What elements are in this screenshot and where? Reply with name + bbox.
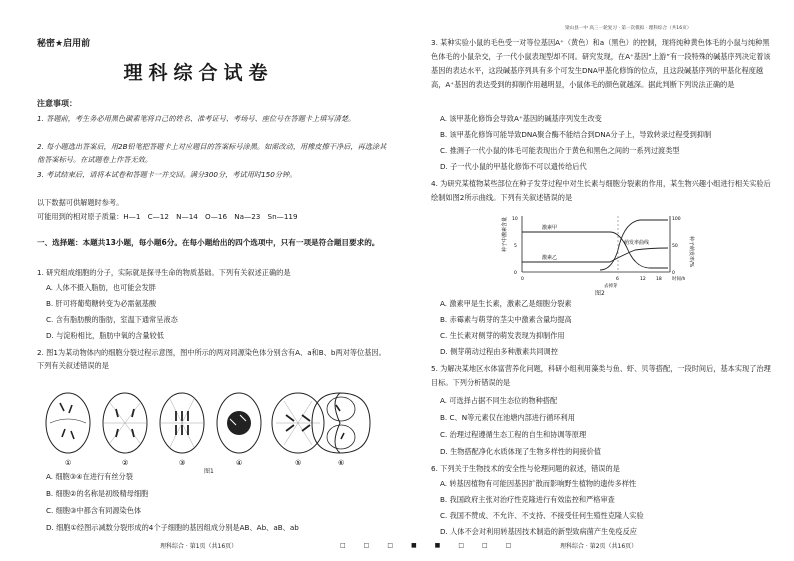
question-2-stem: 2. 图1为某动物体内的细胞分裂过程示意图，图中所示的两对同源染色体分别含有A、a和B、b两对等位基因。下列有关叙述错误的是: [37, 348, 386, 370]
curve-label-a: 激素甲: [542, 225, 558, 231]
right-tick-1: 50: [672, 244, 678, 249]
cell-label-2: ②: [122, 459, 129, 467]
note-1: 1. 答题前，考生务必用黑色碳素笔将自己的姓名、准考证号、考场号、座位号在答题卡上填写清楚。: [37, 114, 356, 123]
question-3-option-c: C. 推测子一代小鼠的体毛可能表现出介于黄色和黑色之间的一系列过渡类型: [440, 146, 680, 155]
question-1-option-b: B. 肝可将葡萄糖转变为必需氨基酸: [46, 299, 157, 308]
question-2-option-b: B. 细胞②的名称是初级精母细胞: [46, 489, 149, 498]
question-6-option-c: C. 我国不赞成、不允许、不支持、不接受任何生殖性克隆人实验: [440, 511, 644, 520]
figure-2-hormone-chart: [500, 210, 700, 290]
cell-label-5: ⑤: [295, 459, 302, 467]
question-3-option-b: B. 该甲基化修饰可能导致DNA聚合酶不能结合到DNA分子上，导致转录过程受到抑制: [440, 130, 712, 139]
question-5-option-b: B. C、N等元素仅在池塘内部进行循环利用: [440, 413, 575, 422]
cell-4: [217, 393, 261, 453]
curve-label-b: 激素乙: [542, 255, 558, 261]
section-heading: 一、选择题：本题共13小题，每小题6分。在每小题给出的四个选项中，只有一项是符合题目要求的。: [37, 238, 380, 247]
question-6-option-a: A. 转基因植物有可能因基因扩散而影响野生植物的遗传多样性: [440, 479, 637, 488]
question-4-option-b: B. 赤霉素与萌芽的茎尖中激素含量均提高: [440, 315, 572, 324]
question-5-stem: 5. 为解决某地区水体富营养化问题，科研小组利用藻类与鱼、虾、贝等搭配，一段时间后，基本实现了治理目标。下列分析错误的是: [431, 364, 771, 387]
x-annotation: 去掉芽: [604, 284, 618, 289]
x-axis-unit: 时间/h: [672, 277, 686, 282]
question-2-option-a: A. 细胞③④在进行有丝分裂: [46, 472, 133, 481]
right-tick-0: 0: [672, 271, 675, 276]
question-2-option-d: D. 细胞①经图示减数分裂形成的4个子细胞的基因组成分别是AB、Ab、aB、ab: [46, 523, 299, 532]
cell-label-1: ①: [65, 459, 72, 467]
x-tick-3: 18: [656, 277, 662, 282]
curve-label-germination: 萌发率曲线: [624, 240, 650, 246]
right-axis-label: 种子萌发率/%: [688, 236, 694, 268]
cell-label-6: ⑥: [338, 459, 345, 467]
question-1-option-a: A. 人体不摄入脂肪，也可能会发胖: [46, 283, 156, 292]
curve-hormone-a: [522, 232, 668, 268]
question-4-option-a: A. 激素甲是生长素，激素乙是细胞分裂素: [440, 299, 572, 308]
figure-1-cell-division: [40, 385, 385, 467]
secret-label: 秘密★启用前: [37, 39, 91, 49]
x-tick-1: 6: [616, 277, 619, 282]
cell-2: [103, 393, 147, 453]
question-1-option-c: C. 含有脂肪酸的脂肪，室温下通常呈液态: [46, 315, 178, 324]
cell-1: [46, 393, 90, 453]
left-axis-label: 种子中激素含量: [502, 216, 508, 252]
x-tick-0: 0: [521, 277, 524, 282]
reference-data-intro: 以下数据可供解题时参考。: [37, 198, 124, 207]
note-3: 3. 考试结束后，请将本试卷和答题卡一并交回。满分300分，考试用时150分钟。: [37, 170, 297, 179]
page-header-strip: 梁山县一中 高三一轮复习 · 第一次模拟 · 理科综合（共16页）: [565, 26, 692, 31]
atomic-masses: 可能用到的相对原子质量：H—1 C—12 N—14 O—16 Na—23 Sn—119: [37, 212, 298, 221]
right-tick-2: 100: [672, 217, 681, 222]
question-3-stem: 3. 某种实验小鼠的毛色受一对等位基因A⁺（黄色）和a（黑色）的控制，现将纯种黄色体毛的小鼠与纯种黑色体毛的小鼠杂交，子一代小鼠表现型却不同。研究发现，在A⁺基因“上游”有一段特殊的碱基序列决定着该基因的表达水平，这段碱基序列具有多个可发生DNA甲基化修饰的位点，且这段碱基序列的甲基化程度越高，A⁺基因的表达受到的抑制作用越明显，小鼠体毛的颜色就越深。据此判断下列说法正确的是: [431, 38, 771, 89]
question-3-option-d: D. 子一代小鼠的甲基化修饰不可以遗传给后代: [440, 162, 587, 171]
question-3-option-a: A. 该甲基化修饰会导致A⁺基因的碱基序列发生改变: [440, 114, 602, 123]
left-tick-1: 5: [514, 244, 517, 249]
question-1-stem: 1. 研究组成细胞的分子，实际就是探寻生命的物质基础。下列有关叙述正确的是: [37, 268, 291, 277]
binding-marks: □ □ □ ■ ■ □ □ □: [340, 542, 518, 549]
question-6-stem: 6. 下列关于生物技术的安全性与伦理问题的叙述，错误的是: [431, 464, 620, 473]
left-tick-0: 0: [514, 271, 517, 276]
cell-label-4: ④: [236, 459, 243, 467]
cell-3: [160, 393, 204, 453]
question-4-option-d: D. 侧芽萌动过程由多种激素共同调控: [440, 347, 558, 356]
question-1-option-d: D. 与淀粉相比，脂肪中氧的含量较低: [46, 331, 164, 340]
figure-1-label: 图1: [204, 468, 214, 475]
cell-6: [312, 393, 370, 453]
question-2-option-c: C. 细胞③中都含有同源染色体: [46, 506, 142, 515]
note-2: 2. 每小题选出答案后，用2B铅笔把答题卡上对应题目的答案标号涂黑。如需改动，用橡皮擦干净后，再选涂其他答案标号。在试题卷上作答无效。: [37, 142, 387, 164]
figure-2-label: 图2: [595, 290, 605, 297]
question-4-stem: 4. 为研究某植物某些部位在种子发芽过程中对生长素与细胞分裂素的作用，某生物兴趣小组进行相关实验后绘制如图2所示曲线。下列有关叙述错误的是: [431, 179, 771, 202]
cell-5: [272, 393, 324, 453]
right-page-footer: 理科综合 · 第2页（共16页）: [560, 543, 638, 550]
left-page-footer: 理科综合 · 第1页（共16页）: [160, 543, 238, 550]
question-6-option-d: D. 人体不会对利用转基因技术制造的新型致病菌产生免疫反应: [440, 527, 637, 536]
notes-heading: 注意事项：: [37, 99, 77, 108]
question-5-option-d: D. 生物搭配净化水质体现了生物多样性的间接价值: [440, 447, 602, 456]
cell-label-3: ③: [179, 459, 186, 467]
left-tick-2: 10: [512, 217, 518, 222]
question-4-option-c: C. 生长素对侧芽的萌发表现为抑制作用: [440, 331, 565, 340]
exam-title: 理科综合试卷: [123, 62, 274, 84]
question-5-option-a: A. 可选择占据不同生态位的物种搭配: [440, 396, 558, 405]
x-tick-2: 12: [640, 277, 646, 282]
question-6-option-b: B. 我国政府主张对治疗性克隆进行有效监控和严格审查: [440, 495, 615, 504]
question-5-option-c: C. 治理过程遵循生态工程的自生和协调等原理: [440, 430, 587, 439]
